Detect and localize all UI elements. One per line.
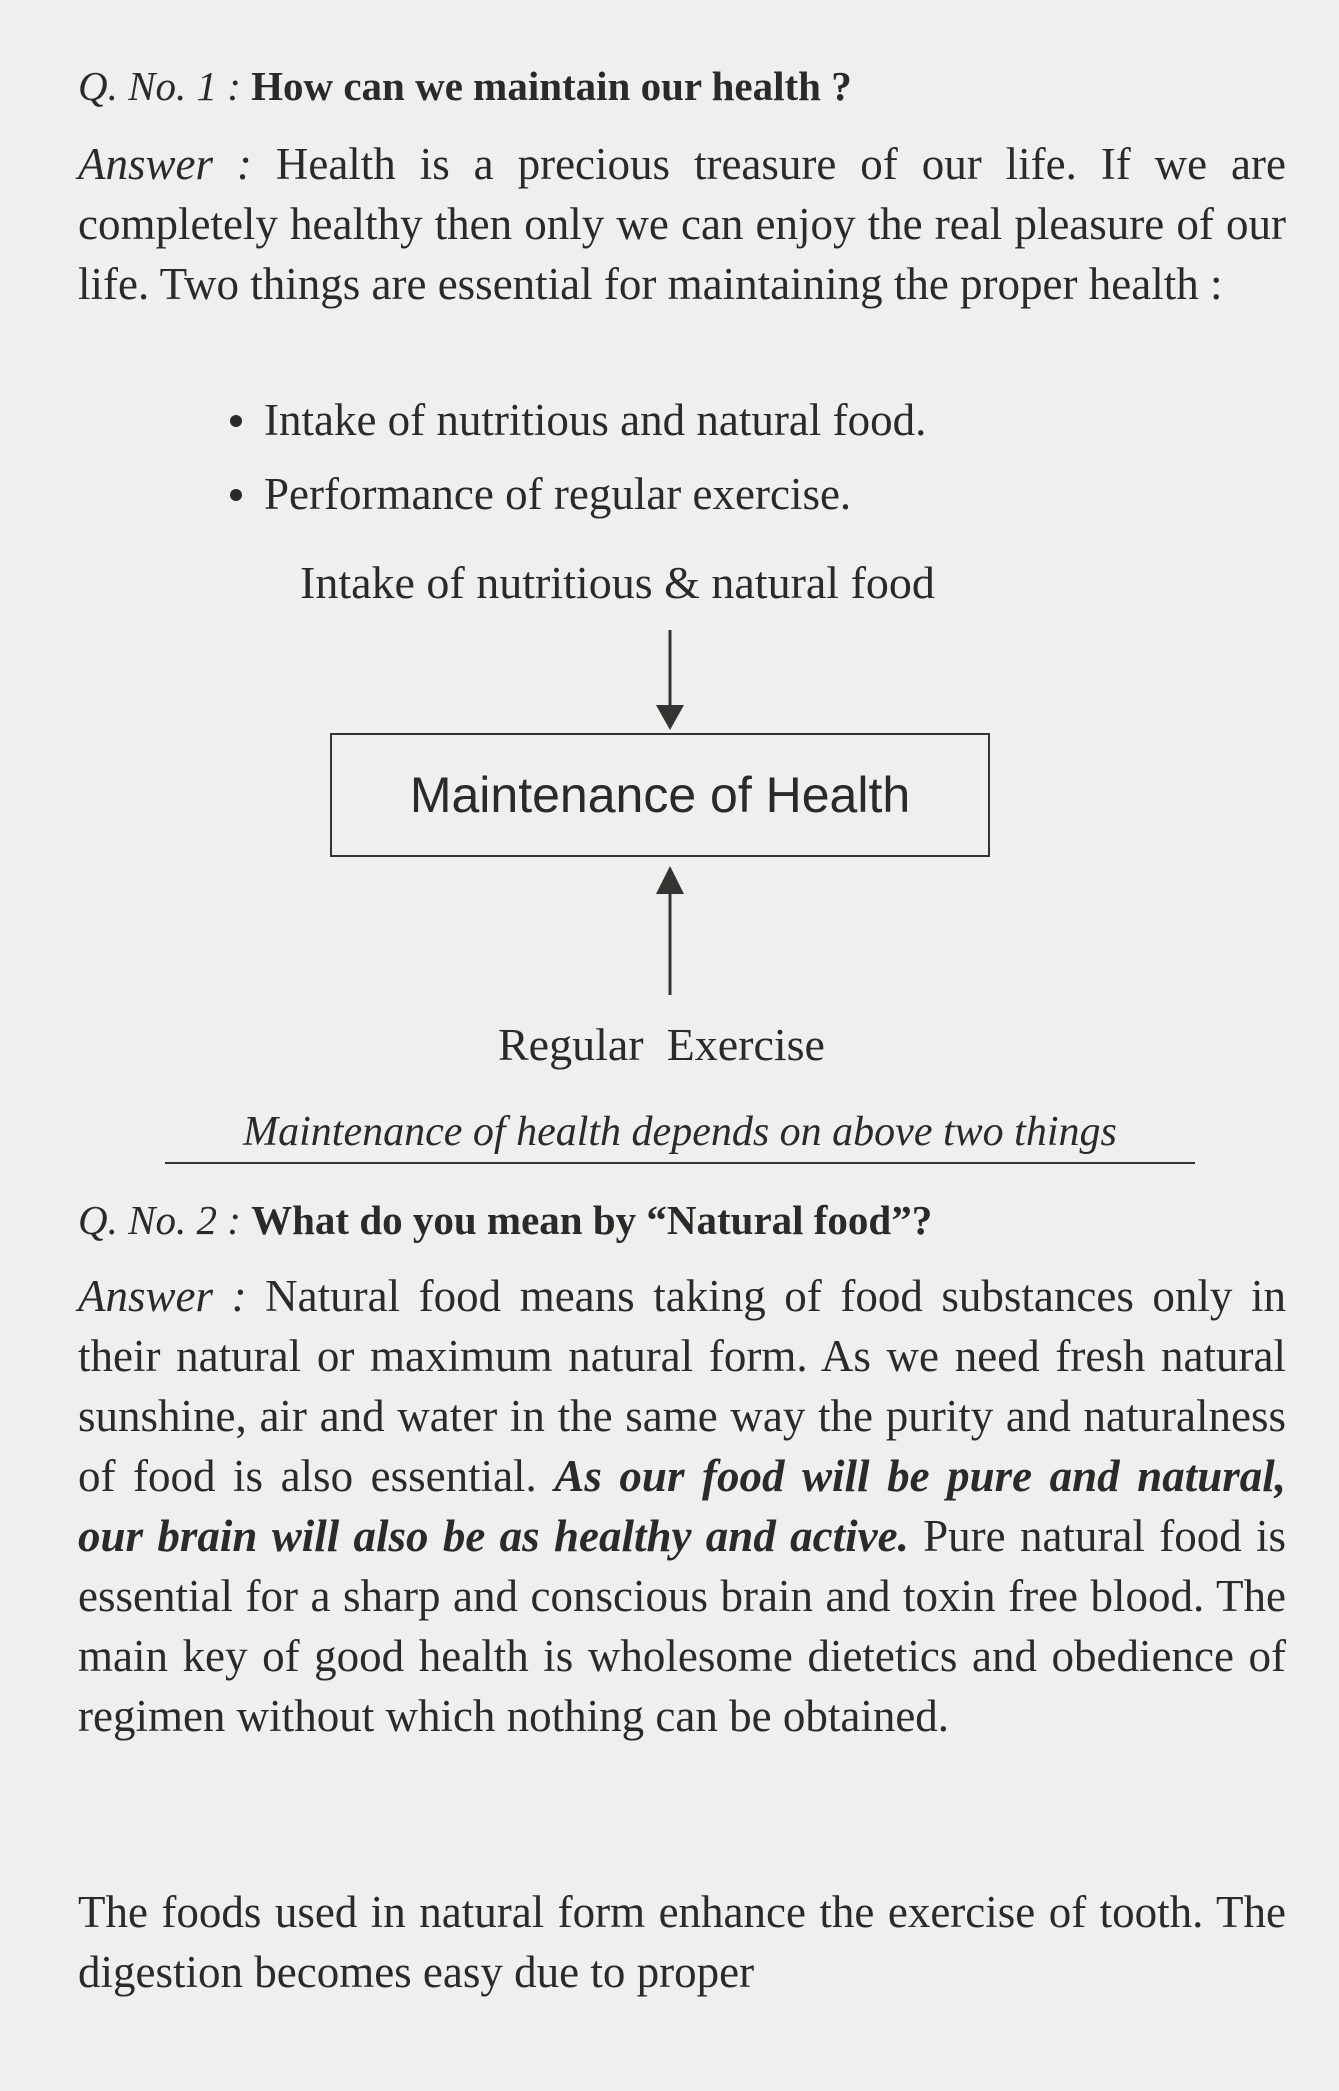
question-2-number: Q. No. 2 : bbox=[78, 1197, 241, 1243]
answer-2-emphasis: As our food will be pure and natural, our brain will also be as healthy and active. bbox=[78, 1451, 1287, 1561]
answer-2-text-1: Natural food means taking of food substances only in their natural or maximum natural form. As we need fresh natural sunshine, air and water in the same way the purity and naturalness of food is also essential. bbox=[78, 1271, 1286, 1501]
diagram-health-box bbox=[330, 733, 990, 857]
question-2 bbox=[78, 1196, 932, 1244]
arrow-up-icon bbox=[656, 866, 684, 995]
question-1-number: Q. No. 1 : bbox=[78, 63, 241, 109]
diagram-top-label: Intake of nutritious & natural food bbox=[300, 557, 935, 608]
answer-1-label: Answer : bbox=[78, 139, 252, 189]
answer-2-text-2: Pure natural food is essential for a sharp and conscious brain and toxin free blood. The main key of good health is wholesome dietetics and obedience of regimen without which nothing can be obtained. bbox=[78, 1511, 1287, 1741]
diagram-bottom-label: Regular Exercise bbox=[498, 1019, 825, 1070]
paragraph-2: The foods used in natural form enhance the exercise of tooth. The digestion becomes easy due to proper bbox=[78, 1887, 1286, 1997]
bullet-text: Intake of nutritious and natural food. bbox=[264, 395, 927, 445]
question-2-text: What do you mean by “Natural food”? bbox=[251, 1197, 933, 1243]
question-1-text: How can we maintain our health ? bbox=[251, 63, 852, 109]
answer-2-label: Answer : bbox=[78, 1271, 247, 1321]
arrow-down-icon bbox=[656, 630, 684, 730]
answer-2-paragraph bbox=[78, 1266, 1286, 1746]
diagram-box-label: Maintenance of Health bbox=[409, 767, 911, 823]
answer-1-text: Health is a precious treasure of our life. If we are completely healthy then only we can enjoy the real pleasure of our life. Two things are essential for maintaining the proper health : bbox=[78, 139, 1286, 309]
bullet-text: Performance of regular exercise. bbox=[264, 469, 852, 519]
diagram-caption: Maintenance of health depends on above two things bbox=[165, 1108, 1195, 1164]
